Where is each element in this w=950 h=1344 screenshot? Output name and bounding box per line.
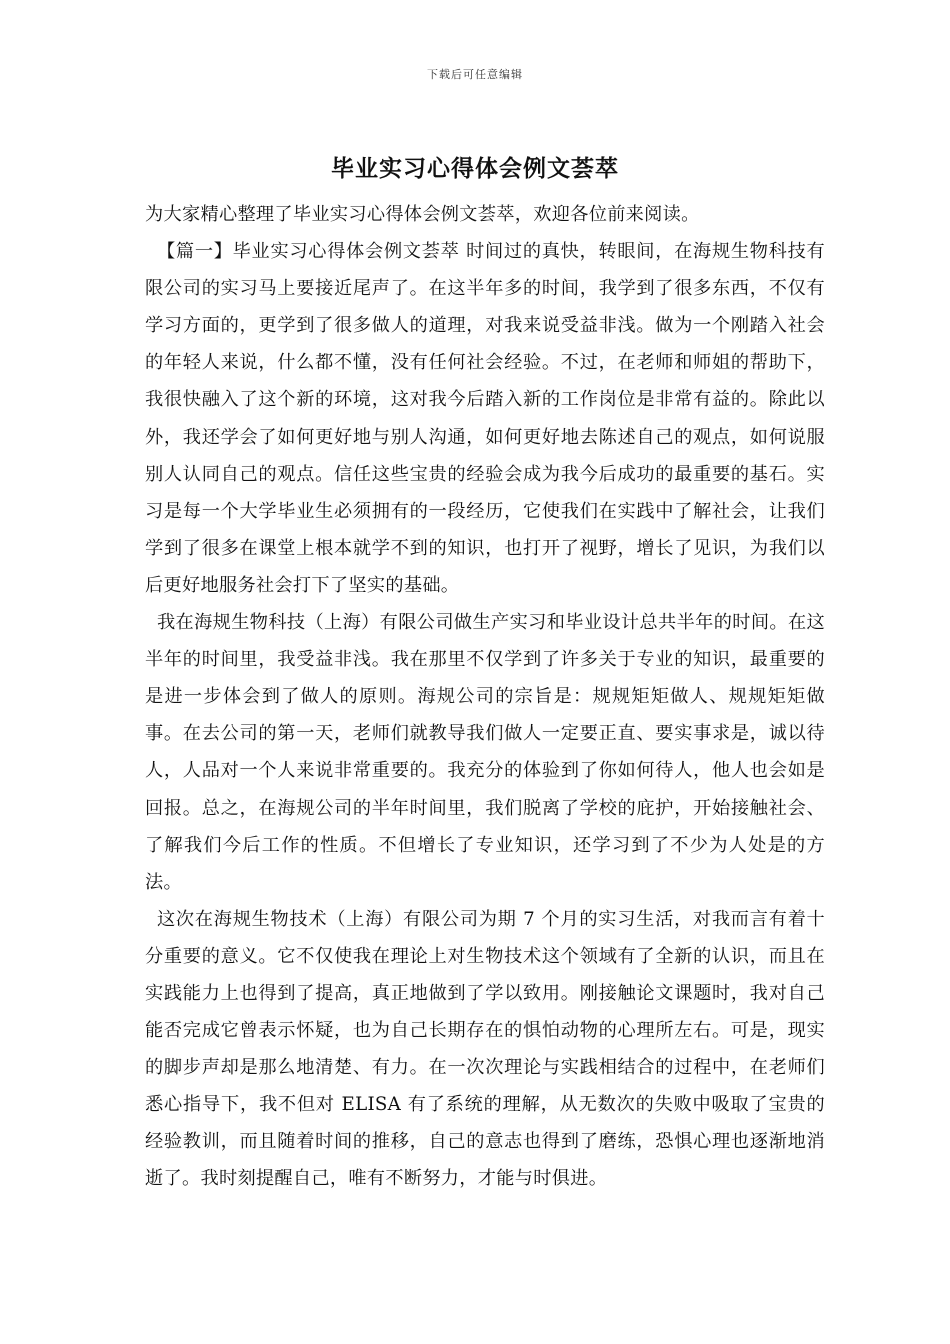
header-note: 下载后可任意编辑 [427, 68, 523, 81]
document-body [145, 196, 825, 1198]
body-paragraph: 【篇一】毕业实习心得体会例文荟萃 时间过的真快，转眼间，在海规生物科技有限公司的实习马上要接近尾声了。在这半年多的时间，我学到了很多东西，不仅有学习方面的，更学到了很多做人的道理，对我来说受益非浅。做为一个刚踏入社会的年轻人来说，什么都不懂，没有任何社会经验。不过，在老师和师姐的帮助下，我很快融入了这个新的环境，这对我今后踏入新的工作岗位是非常有益的。除此以外，我还学会了如何更好地与别人沟通，如何更好地去陈述自己的观点，如何说服别人认同自己的观点。信任这些宝贵的经验会成为我今后成功的最重要的基石。实习是每一个大学毕业生必须拥有的一段经历，它使我们在实践中了解社会，让我们学到了很多在课堂上根本就学不到的知识，也打开了视野，增长了见识，为我们以后更好地服务社会打下了坚实的基础。 [145, 241, 825, 596]
intro-paragraph: 为大家精心整理了毕业实习心得体会例文荟萃，欢迎各位前来阅读。 [145, 204, 700, 225]
body-paragraph: 我在海规生物科技（上海）有限公司做生产实习和毕业设计总共半年的时间。在这半年的时间里，我受益非浅。我在那里不仅学到了许多关于专业的知识，最重要的是进一步体会到了做人的原则。海规公司的宗旨是：规规矩矩做人、规规矩矩做事。在去公司的第一天，老师们就教导我们做人一定要正直、要实事求是，诚以待人，人品对一个人来说非常重要的。我充分的体验到了你如何待人，他人也会如是回报。总之，在海规公司的半年时间里，我们脱离了学校的庇护，开始接触社会、了解我们今后工作的性质。不但增长了专业知识，还学习到了不少为人处是的方法。 [145, 612, 825, 893]
document-title: 毕业实习心得体会例文荟萃 [331, 155, 619, 182]
body-paragraph: 这次在海规生物技术（上海）有限公司为期 7 个月的实习生活，对我而言有着十分重要的意义。它不仅使我在理论上对生物技术这个领域有了全新的认识，而且在实践能力上也得到了提高，真正地做到了学以致用。刚接触论文课题时，我对自己能否完成它曾表示怀疑，也为自己长期存在的惧怕动物的心理所左右。可是，现实的脚步声却是那么地清楚、有力。在一次次理论与实践相结合的过程中，在老师们悉心指导下，我不但对 ELISA 有了系统的理解，从无数次的失败中吸取了宝贵的经验教训，而且随着时间的推移，自己的意志也得到了磨练，恐惧心理也逐渐地消逝了。我时刻提醒自己，唯有不断努力，才能与时俱进。 [145, 908, 825, 1190]
